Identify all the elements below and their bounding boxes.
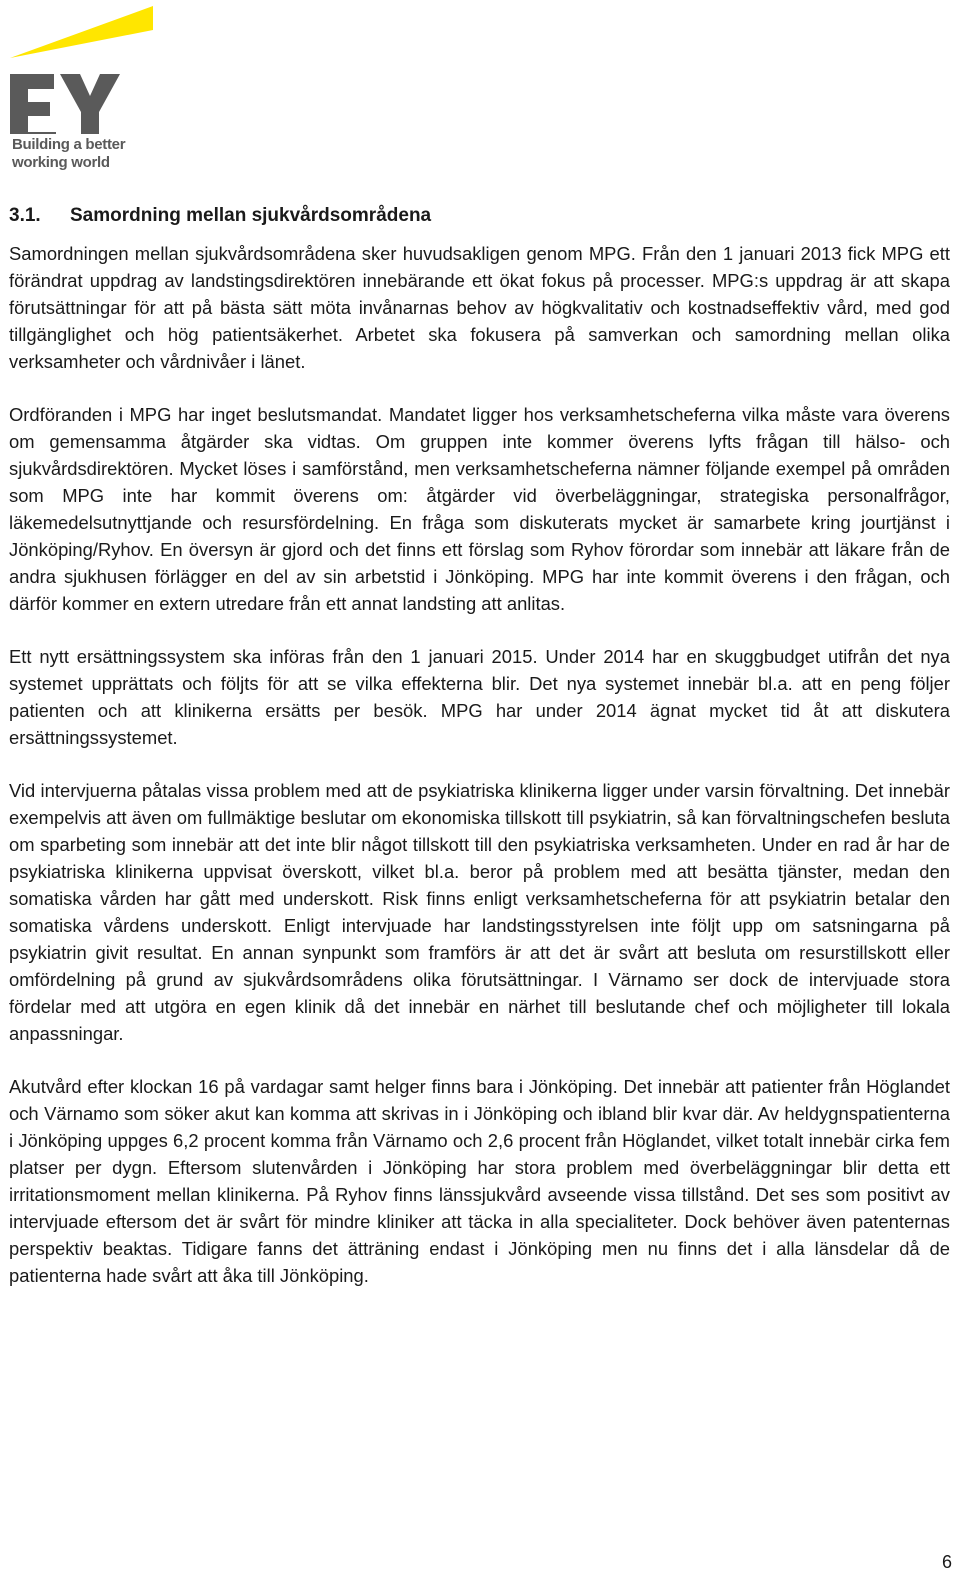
page-number: 6 <box>941 1552 952 1572</box>
paragraph-5: Akutvård efter klockan 16 på vardagar samt helger finns bara i Jönköping. Det innebär att patienter från Höglandet och Värnamo som söker akut kan komma att skrivas in i Jönköping och ibland blir kvar där. Av heldygnspatienterna i Jönköping uppges 6,2 procent komma från Värnamo och 2,6 procent från Höglandet, vilket totalt innebär cirka fem platser per dygn. Eftersom slutenvården i Jönköping har stora problem med överbeläggningar blir detta ett irritationsmoment mellan klinikerna. På Ryhov finns länssjukvård avseende vissa tillstånd. Det ses som positivt av intervjuade eftersom det är svårt för mindre kliniker att täcka in alla specialiteter. Dock behöver även patenternas perspektiv beaktas. Tidigare fanns det ätträning endast i Jönköping men nu finns det i alla länsdelar då de patienterna hade svårt att åka till Jönköping. <box>9 1076 950 1286</box>
paragraph-2: Ordföranden i MPG har inget beslutsmandat. Mandatet ligger hos verksamhetscheferna vilka måste vara överens om gemensamma åtgärder ska vidtas. Om gruppen inte kommer överens lyfts frågan till hälso- och sjukvårdsdirektören. Mycket löses i samförstånd, men verksamhetscheferna nämner följande exempel på områden som MPG inte har kommit överens om: åtgärder vid överbeläggningar, strategiska personalfrågor, läkemedelsutnyttjande och resursfördelning. En fråga som diskuterats mycket är samarbete kring jourtjänst i Jönköping/Ryhov. En översyn är gjord och det finns ett förslag som Ryhov förordar som innebär att läkare från de andra sjukhusen förlägger en del av sin arbetstid i Jönköping. MPG har inte kommit överens i den frågan, och därför kommer en extern utredare från ett annat landsting att anlitas. <box>9 404 950 614</box>
logo-letter-y <box>60 74 120 134</box>
section-number: 3.1. <box>9 205 41 226</box>
logo-accent-beam <box>10 6 153 58</box>
logo-letter-e <box>10 74 56 134</box>
document-body <box>9 202 950 1315</box>
logo-tagline <box>12 136 125 172</box>
ey-logo-mark <box>10 4 160 134</box>
ey-logo <box>10 4 160 174</box>
section-title: Samordning mellan sjukvårdsområdena <box>70 205 432 226</box>
paragraph-3: Ett nytt ersättningssystem ska införas från den 1 januari 2015. Under 2014 har en skuggbudget utifrån det nya systemet upprättats och följts för att se vilka effekterna blir. Det nya systemet innebär bl.a. att en peng följer patienten och att klinikerna ersätts per besök. MPG har under 2014 ägnat mycket tid åt att diskutera ersättningssystemet. <box>9 646 950 748</box>
paragraph-4: Vid intervjuerna påtalas vissa problem med att de psykiatriska klinikerna ligger under varsin förvaltning. Det innebär exempelvis att även om fullmäktige beslutar om ekonomiska tillskott till psykiatrin, så kan förvaltningschefen besluta om sparbeting som innebär att det inte blir något tillskott till den psykiatriska verksamheten. Under en rad år har de psykiatriska klinikerna uppvisat överskott, vilket bl.a. beror på problem med att besätta tjänster, medan den somatiska vården har gått med underskott. Risk finns enligt verksamhetscheferna för att psykiatrin betalar den somatiska vårdens underskott. Enligt intervjuade har landstingsstyrelsen inte följt upp om satsningarna på psykiatrin givit resultat. En annan synpunkt som framförs är att det är svårt att besluta om resurstillskott eller omfördelning på grund av sjukvårdsområdens olika förutsättningar. I Värnamo ser dock de intervjuade stora fördelar med att utgöra en egen klinik då det innebär en närhet till beslutande chef och möjligheter till lokala anpassningar. <box>9 780 950 1044</box>
paragraph-1: Samordningen mellan sjukvårdsområdena sker huvudsakligen genom MPG. Från den 1 januari 2013 fick MPG ett förändrat uppdrag av landstingsdirektören innebärande ett ökat fokus på processer. MPG:s uppdrag är att skapa förutsättningar för att på bästa sätt möta invånarnas behov av högkvalitativ och kostnadseffektiv vård, med god tillgänglighet och hög patientsäkerhet. Arbetet ska fokusera på samverkan och samordning mellan olika verksamheter och vårdnivåer i länet. <box>9 243 950 372</box>
logo-tagline-line1: Building a better <box>12 136 126 153</box>
section-heading <box>9 202 950 230</box>
logo-tagline-line2: working world <box>12 154 110 171</box>
